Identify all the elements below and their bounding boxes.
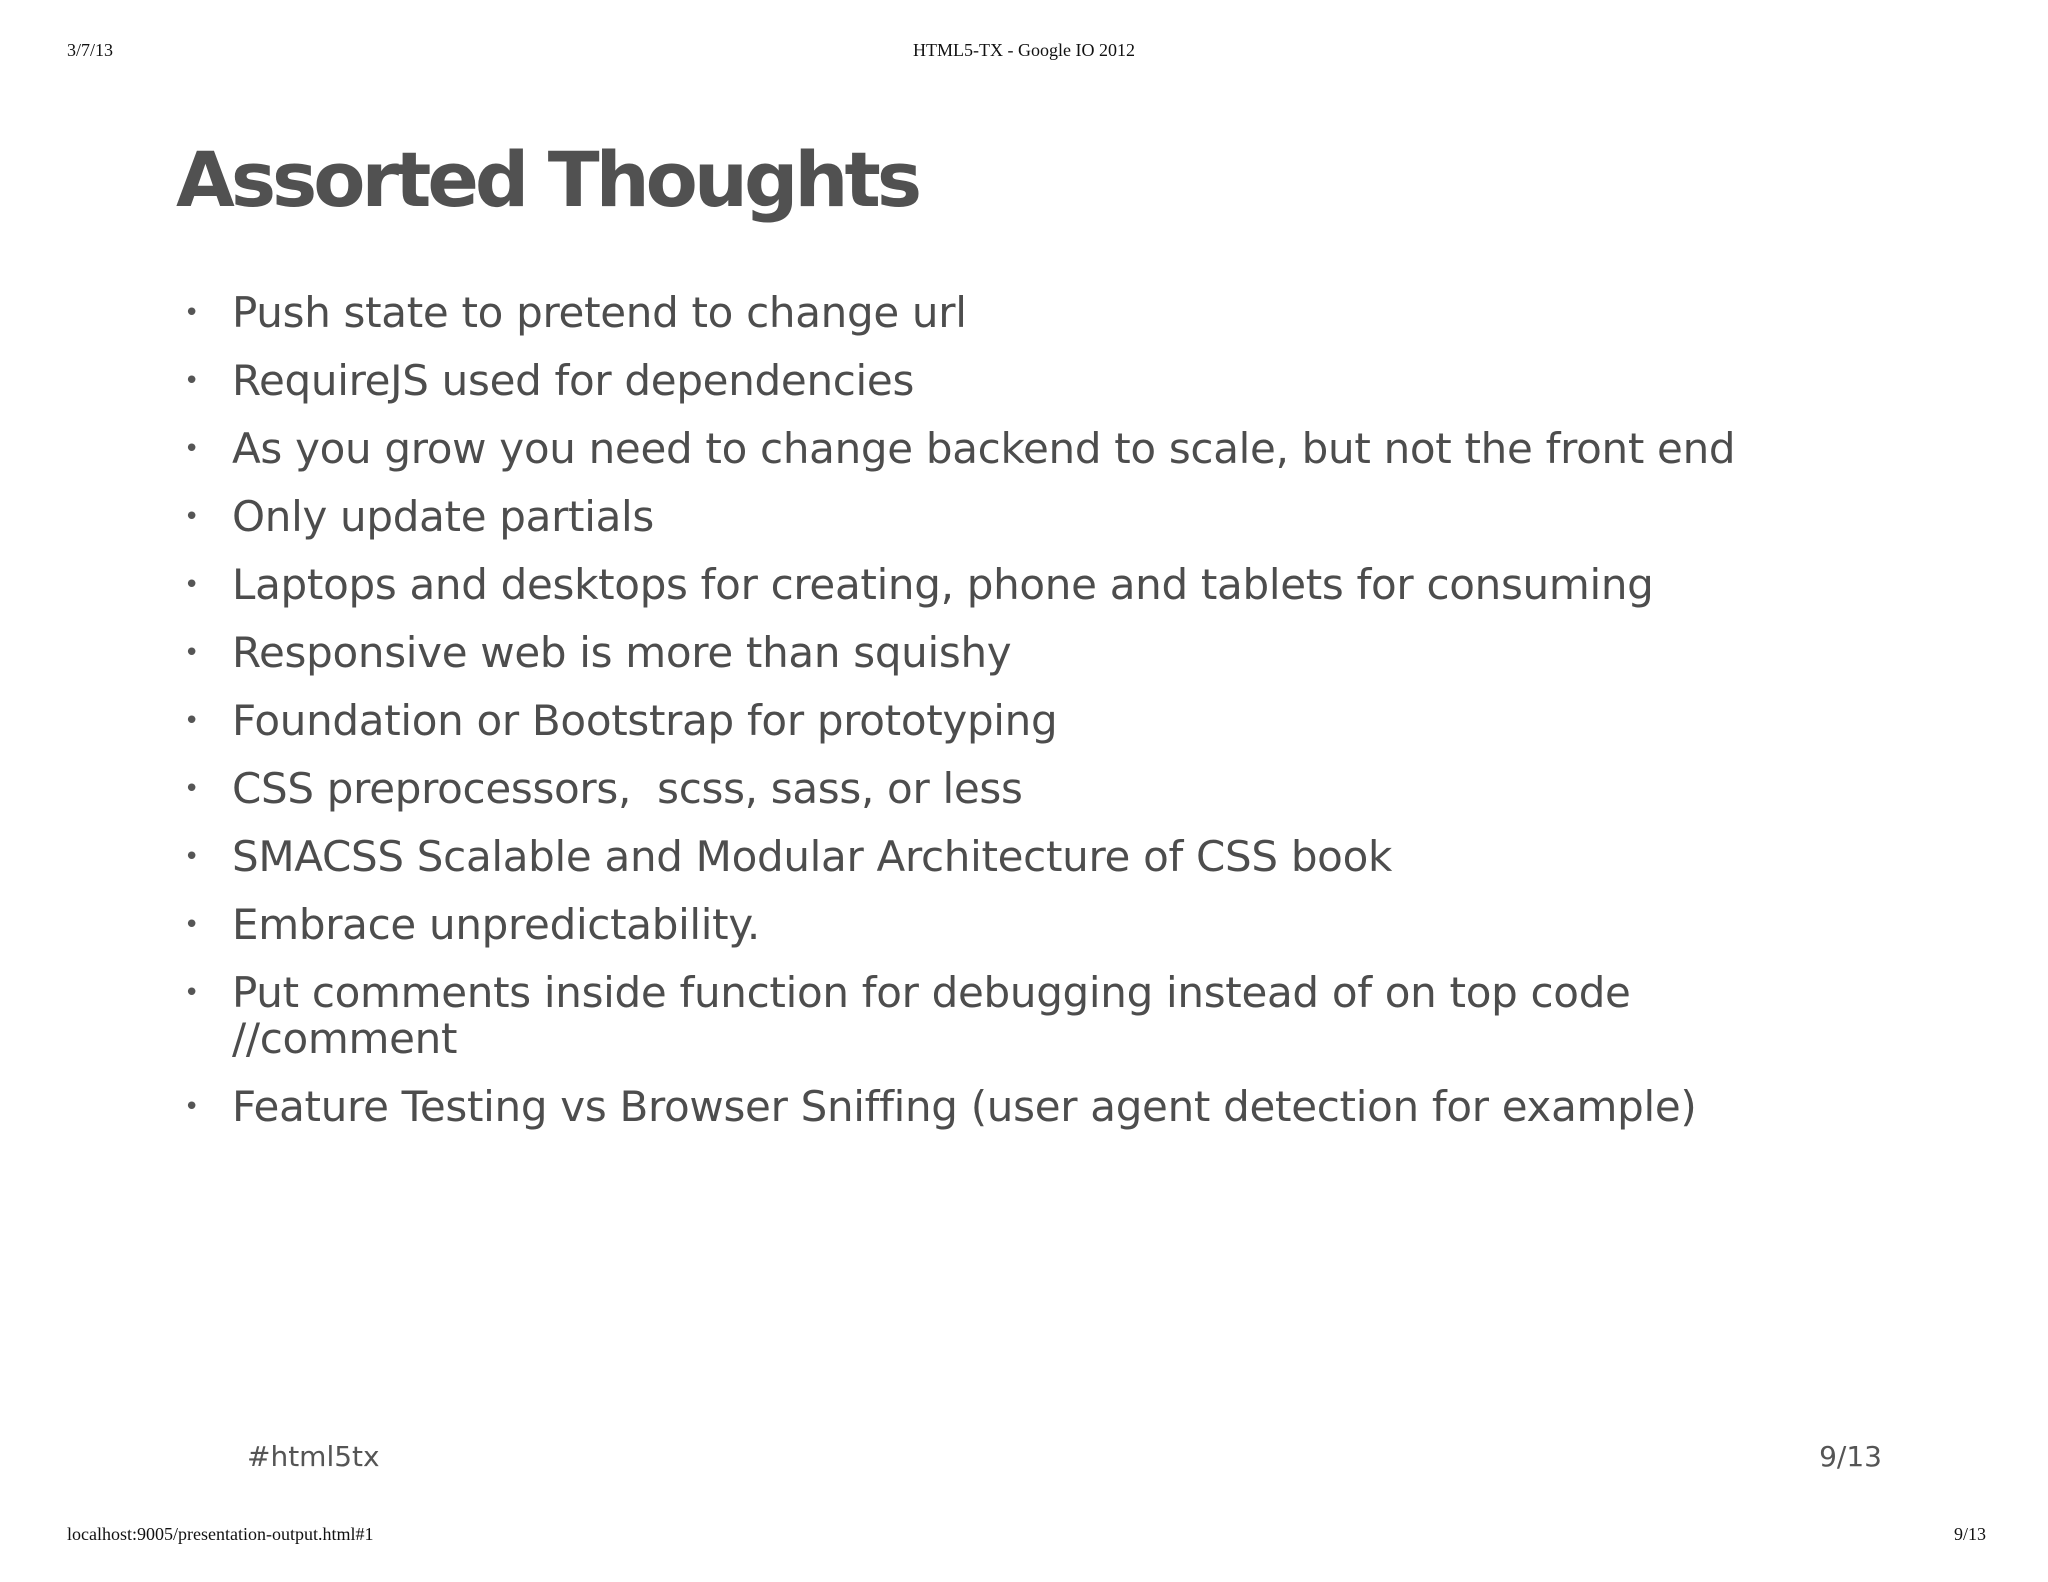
bullet-dot-icon: •: [184, 774, 200, 804]
print-date: 3/7/13: [67, 40, 114, 60]
bullet-dot-icon: •: [184, 978, 200, 1008]
bullet-text: As you grow you need to change backend to scale, but not the front end: [232, 424, 1736, 473]
list-item: [176, 698, 1876, 744]
bullet-text: CSS preprocessors, scss, sass, or less: [232, 764, 1023, 813]
print-page: 9/13: [1953, 1524, 1986, 1544]
bullet-dot-icon: •: [184, 570, 200, 600]
bullet-text: Laptops and desktops for creating, phone and tablets for consuming: [232, 560, 1654, 609]
bullet-text: Only update partials: [232, 492, 654, 541]
bullet-text: SMACSS Scalable and Modular Architecture of CSS book: [232, 832, 1392, 881]
list-item: [176, 630, 1876, 676]
hashtag-label: #html5tx: [247, 1440, 380, 1473]
bullet-text: Responsive web is more than squishy: [232, 628, 1012, 677]
list-item: [176, 290, 1876, 336]
list-item: [176, 834, 1876, 880]
list-item: [176, 902, 1876, 948]
bullet-text: Push state to pretend to change url: [232, 288, 967, 337]
list-item: [176, 1084, 1876, 1130]
bullet-dot-icon: •: [184, 298, 200, 328]
list-item: [176, 426, 1876, 472]
list-item: [176, 562, 1876, 608]
bullet-text: Feature Testing vs Browser Sniffing (user agent detection for example): [232, 1082, 1697, 1131]
bullet-text: Foundation or Bootstrap for prototyping: [232, 696, 1058, 745]
list-item: [176, 970, 1732, 1062]
slide-page-number: 9/13: [1819, 1440, 1882, 1473]
bullet-dot-icon: •: [184, 638, 200, 668]
bullet-text: RequireJS used for dependencies: [232, 356, 915, 405]
bullet-dot-icon: •: [184, 502, 200, 532]
print-title: HTML5-TX - Google IO 2012: [913, 40, 1135, 60]
bullet-text: Embrace unpredictability.: [232, 900, 760, 949]
list-item: [176, 766, 1876, 812]
print-url: localhost:9005/presentation-output.html#1: [67, 1524, 374, 1544]
bullet-dot-icon: •: [184, 910, 200, 940]
bullet-dot-icon: •: [184, 434, 200, 464]
print-header: [0, 40, 2048, 64]
bullet-dot-icon: •: [184, 842, 200, 872]
bullet-list: [176, 290, 1876, 1152]
bullet-dot-icon: •: [184, 1092, 200, 1122]
print-footer: [0, 1524, 2048, 1548]
bullet-dot-icon: •: [184, 366, 200, 396]
slide-title: Assorted Thoughts: [176, 135, 919, 224]
bullet-dot-icon: •: [184, 706, 200, 736]
list-item: [176, 494, 1876, 540]
list-item: [176, 358, 1876, 404]
bullet-text: Put comments inside function for debugging instead of on top code //comment: [232, 968, 1631, 1063]
